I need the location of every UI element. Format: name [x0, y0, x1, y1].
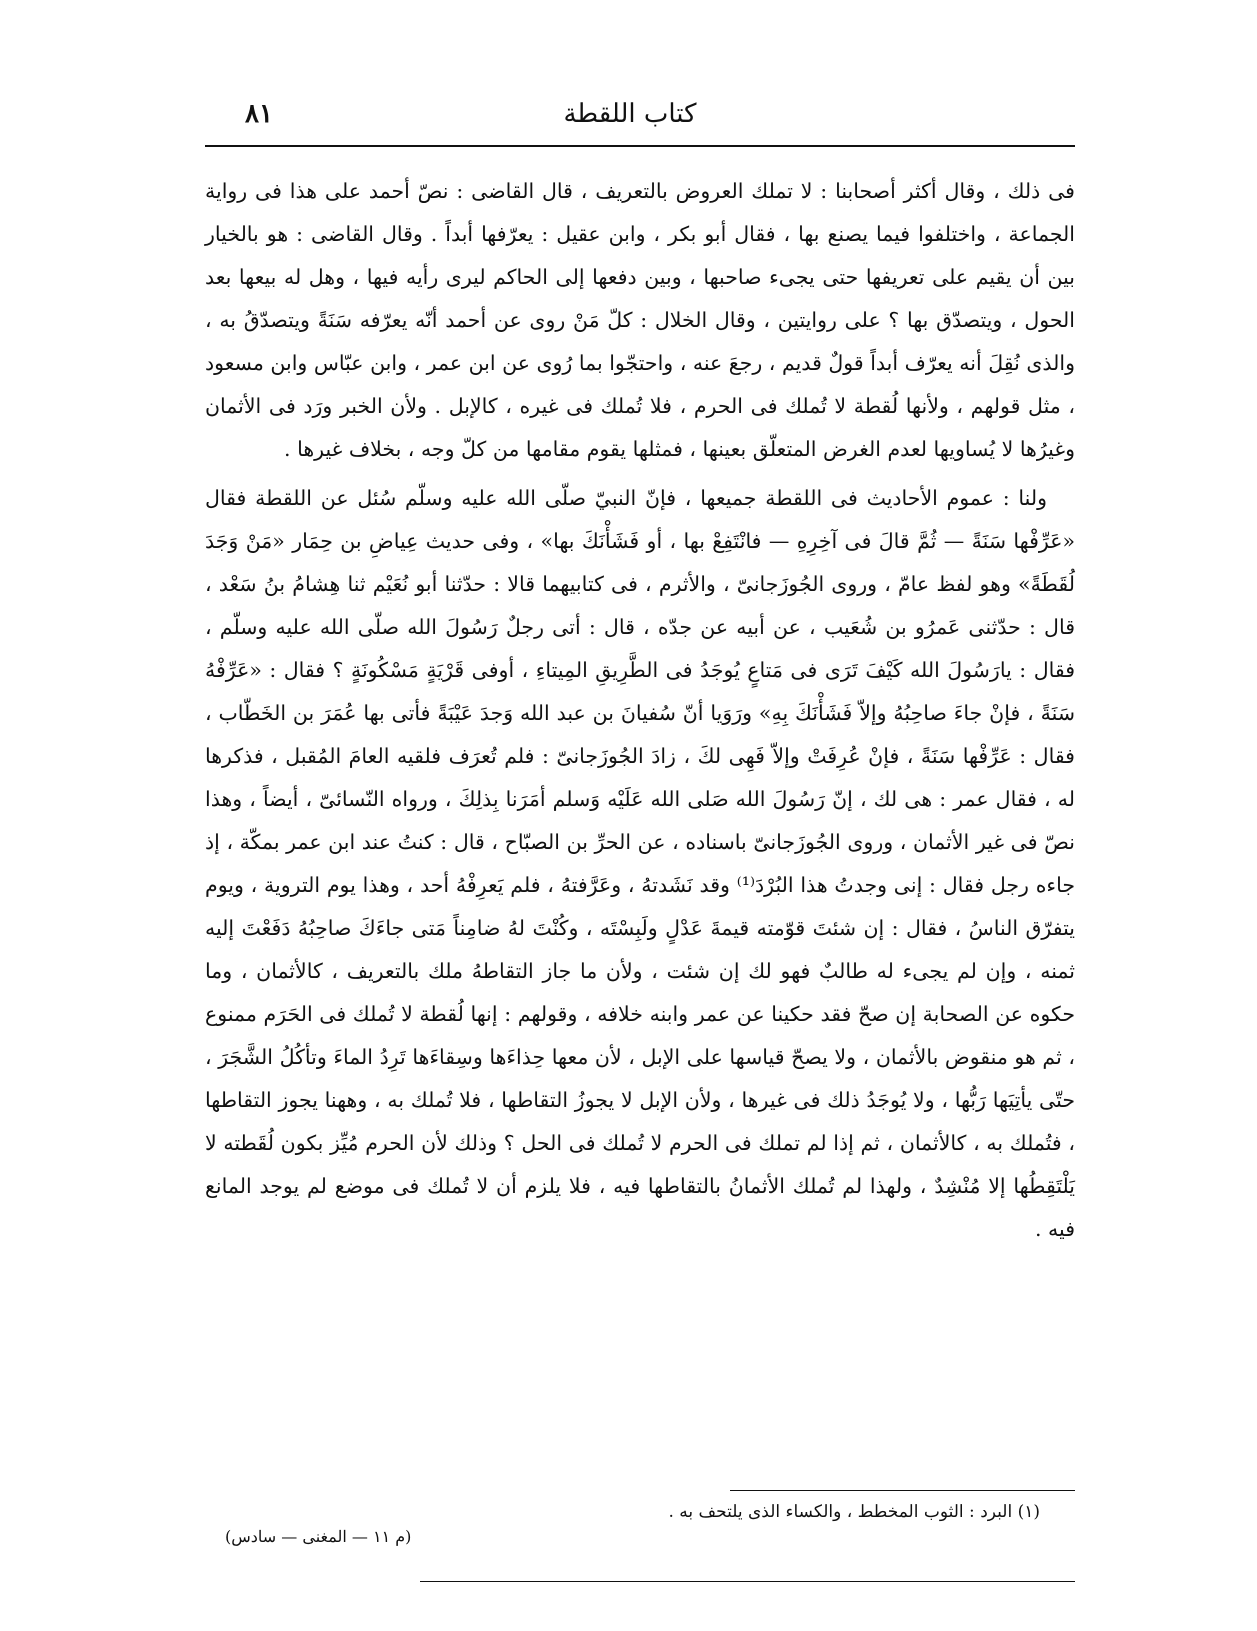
page-header [205, 95, 1055, 145]
running-title: كتاب اللقطة [563, 99, 697, 129]
main-text [205, 170, 1075, 1251]
bottom-rule [420, 1581, 1075, 1582]
footnote-rule [730, 1490, 1075, 1491]
signature-mark: (م ١١ — المغنى — سادس) [225, 1527, 412, 1546]
footnote: (١) البرد : الثوب المخطط ، والكساء الذى يلتحف به . [668, 1502, 1040, 1522]
paragraph-1: فى ذلك ، وقال أكثر أصحابنا : لا تملك العروض بالتعريف ، قال القاضى : نصّ أحمد على هذا فى رواية الجماعة ، واختلفوا فيما يصنع بها ، فقال أبو بكر ، وابن عقيل : يعرّفها أبداً . وقال القاضى : هو بالخيار بين أن يقيم على تعريفها حتى يجىء صاحبها ، وبين دفعها إلى الحاكم ليرى رأيه فيها ، وهل له بيعها بعد الحول ، ويتصدّق بها ؟ على روايتين ، وقال الخلال : كلّ مَنْ روى عن أحمد أنّه يعرّفه سَنَةً ويتصدّقُ به ، والذى نُقِلَ أنه يعرّف أبداً قولٌ قديم ، رجعَ عنه ، واحتجّوا بما رُوى عن ابن عمر ، وابن عبّاس وابن مسعود ، مثل قولهم ، ولأنها لُقطة لا تُملك فى الحرم ، فلا تُملك فى غيره ، كالإبل . ولأن الخبر ورَد فى الأثمان وغيرُها لا يُساويها لعدم الغرض المتعلّق بعينها ، فمثلها يقوم مقامها من كلّ وجه ، بخلاف غيرها . [205, 179, 1075, 461]
page-number: ٨١ [245, 99, 273, 129]
header-rule [205, 145, 1075, 147]
paragraph-2: ولنا : عموم الأحاديث فى اللقطة جميعها ، فإنّ النبيّ صلّى الله عليه وسلّم سُئل عن اللقطة فقال «عَرِّفْها سَنَةً — ثُمَّ قالَ فى آخِرِهِ — فانْتَفِعْ بها ، أو فَشَأْنَكَ بها» ، وفى حديث عِياضِ بن حِمَار «مَنْ وَجَدَ لُقَطَةً» وهو لفظ عامّ ، وروى الجُوزَجانىّ ، والأثرم ، فى كتابيهما قالا : حدّثنا أبو نُعَيْم ثنا هِشامُ بنُ سَعْد ، قال : حدّثنى عَمرُو بن شُعَيب ، عن أبيه عن جدّه ، قال : أتى رجلٌ رَسُولَ الله صلّى الله عليه وسلّم ، فقال : يارَسُولَ الله كَيْفَ تَرَى فى مَتاعٍ يُوجَدُ فى الطَّرِيقِ المِيتاءِ ، أوفى قَرْيَةٍ مَسْكُونَةٍ ؟ فقال : «عَرِّفْهُ سَنَةً ، فإنْ جاءَ صاحِبُهُ وإلاّ فَشَأْنَكَ بِهِ» ورَوَيا أنّ سُفيانَ بن عبد الله وَجدَ عَيْبَةً فأتى بها عُمَرَ بن الخَطّاب ، فقال : عَرِّفْها سَنَةً ، فإنْ عُرِفَتْ وإلاّ فَهِى لكَ ، زادَ الجُوزَجانىّ : فلم تُعرَف فلقيه العامَ المُقبل ، فذكرها له ، فقال عمر : هى لك ، إنّ رَسُولَ الله صَلى الله عَلَيْه وَسلم أمَرَنا بِذلِكَ ، ورواه النّسائىّ ، أيضاً ، وهذا نصّ فى غير الأثمان ، وروى الجُوزَجانىّ باسناده ، عن الحرِّ بن الصبّاح ، قال : كنتُ عند ابن عمر بمكّة ، إذ جاءه رجل فقال : إنى وجدتُ هذا البُرْدَ⁽¹⁾ وقد نَشَدتهُ ، وعَرَّفتهُ ، فلم يَعرِفْهُ أحد ، وهذا يوم التروية ، ويوم يتفرّق الناسُ ، فقال : إن شئتَ قوّمته قيمةَ عَدْلٍ ولَبِسْتَه ، وكُنْتَ لهُ ضامِناً مَتى جاءَكَ صاحِبُهُ دَفَعْتَ إليه ثمنه ، وإن لم يجىء له طالبٌ فهو لك إن شئت ، ولأن ما جاز التقاطهُ ملك بالتعريف ، كالأثمان ، وما حكوه عن الصحابة إن صحّ فقد حكينا عن عمر وابنه خلافه ، وقولهم : إنها لُقطة لا تُملك فى الحَرَم ممنوع ، ثم هو منقوض بالأثمان ، ولا يصحّ قياسها على الإبل ، لأن معها حِذاءَها وسِقاءَها تَرِدُ الماءَ وتأكُلُ الشَّجَرَ ، حتّى يأتِيَها رَبُّها ، ولا يُوجَدُ ذلك فى غيرها ، ولأن الإبل لا يجوزُ التقاطها ، فلا تُملك به ، وههنا يجوز التقاطها ، فتُملك به ، كالأثمان ، ثم إذا لم تملك فى الحرم لا تُملك فى الحل ؟ وذلك لأن الحرم مُيِّز بكون لُقَطته لا يَلْتَقِطُها إلا مُنْشِدٌ ، ولهذا لم تُملك الأثمانُ بالتقاطها فيه ، فلا يلزم أن لا تُملك فى موضع لم يوجد المانع فيه . [205, 486, 1075, 1241]
